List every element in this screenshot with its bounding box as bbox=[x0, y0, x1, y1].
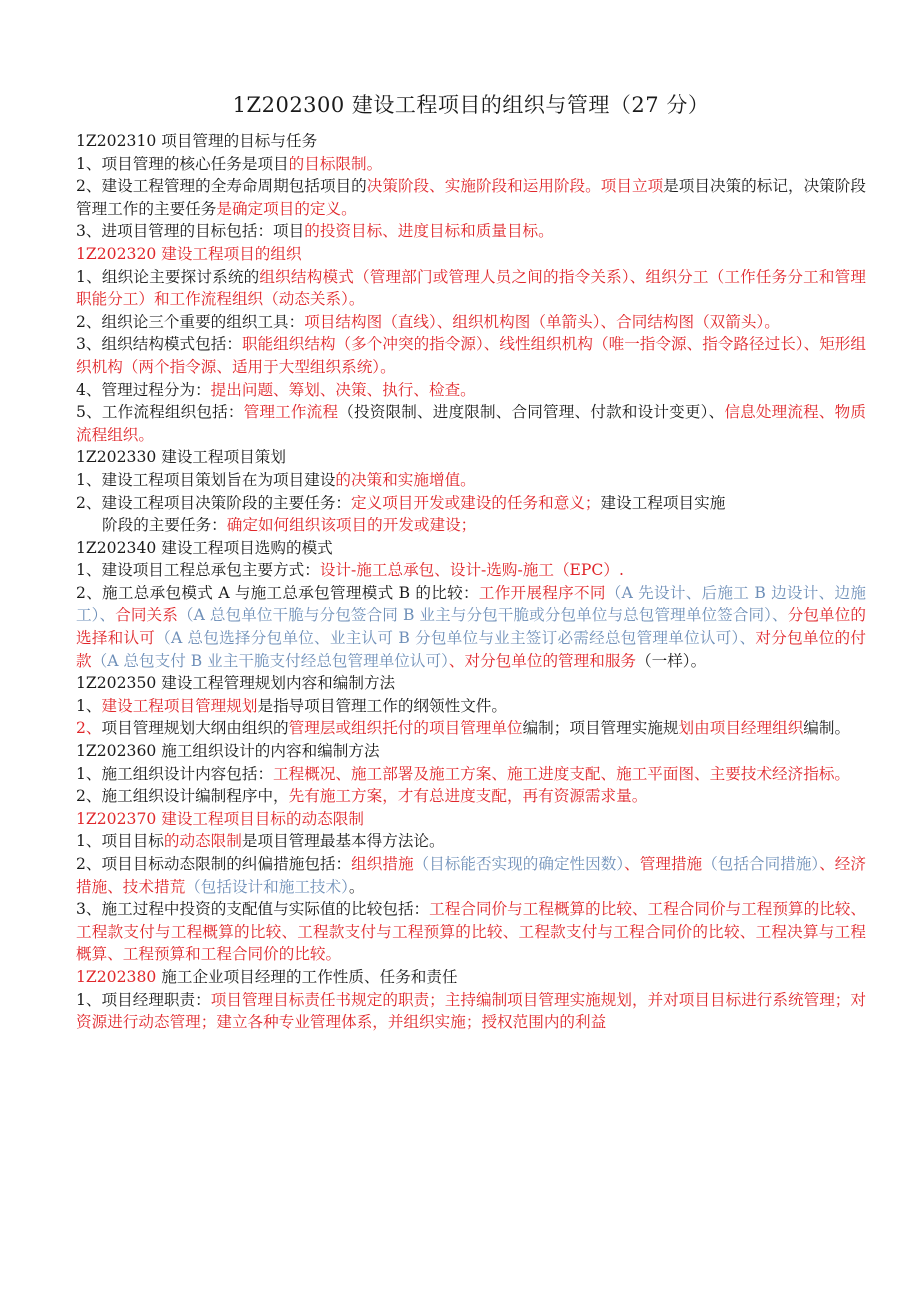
paragraph bbox=[76, 401, 866, 446]
text-segment: 职能组织结构（多个冲突的指令源）、线性组织机构（唯一指令源、指令路径过长）、矩形组织机构（两个指令源、适用于大型组织系统）。 bbox=[76, 335, 867, 376]
section-heading bbox=[76, 672, 866, 695]
text-segment: 编制。 bbox=[803, 719, 851, 738]
text-segment: 2、施工组织设计编制程序中， bbox=[76, 787, 289, 806]
text-segment: 2、 bbox=[76, 719, 102, 738]
text-segment: 组织结构模式（管理部门或管理人员之间的指令关系）、组织分工（工作任务分工和管理职能分工）和工作流程组织（动态关系）。 bbox=[76, 267, 867, 309]
paragraph bbox=[76, 559, 866, 582]
text-segment: 施工企业项目经理的工作性质、任务和责任 bbox=[156, 967, 458, 986]
text-segment: 、对分包单位的管理和服务 bbox=[448, 651, 637, 670]
text-segment: 1Z202380 bbox=[76, 967, 157, 986]
text-segment: （包括设计和施工技术） bbox=[185, 877, 349, 896]
document-title: 1Z202300 建设工程项目的组织与管理（27 分） bbox=[232, 93, 710, 117]
text-segment: 2、施工总承包模式 A 与施工总承包管理模式 B 的比较： bbox=[76, 583, 479, 602]
text-segment: （投资限制、进度限制、合同管理、付款和设计变更）、 bbox=[338, 403, 725, 422]
text-segment: 工程概况、施工部署及施工方案、施工进度支配、施工平面图、主要技术经济指标。 bbox=[273, 764, 851, 783]
section-heading bbox=[76, 740, 866, 763]
text-segment: （目标能否实现的确定性因数） bbox=[413, 855, 625, 873]
section-heading bbox=[76, 966, 866, 989]
text-segment: 项目管理规划大纲由组织的 bbox=[101, 719, 289, 738]
section-heading bbox=[76, 537, 866, 560]
document-body bbox=[76, 130, 866, 1034]
text-segment: 1Z202360 施工组织设计的内容和编制方法 bbox=[76, 742, 380, 761]
text-segment: 3、进项目管理的目标包括：项目 bbox=[76, 222, 305, 241]
text-segment: 、管理措施 bbox=[624, 855, 703, 873]
text-segment: 1、 bbox=[76, 696, 102, 715]
text-segment: 的目标限制。 bbox=[288, 154, 383, 173]
text-segment: 。 bbox=[348, 877, 365, 896]
text-segment: 1、施工组织设计内容包括： bbox=[76, 764, 274, 783]
text-segment: 1、项目经理职责： bbox=[76, 990, 211, 1009]
paragraph bbox=[76, 830, 866, 853]
text-segment: 工作开展程序不同 bbox=[478, 583, 606, 602]
text-segment: 是项目决策的标记，决策阶段管理工作的主要任务 bbox=[76, 177, 866, 218]
paragraph bbox=[76, 695, 866, 718]
text-segment: 定义项目开发或建设的任务和意义； bbox=[351, 493, 601, 512]
paragraph bbox=[76, 175, 866, 220]
text-segment: （包括合同措施） bbox=[702, 855, 820, 873]
paragraph bbox=[76, 514, 866, 537]
text-segment: 2、组织论三个重要的组织工具： bbox=[76, 312, 305, 331]
paragraph bbox=[76, 763, 866, 786]
text-segment: 的决策和实施增值。 bbox=[335, 470, 476, 489]
text-segment: （A 先设计、后施工 B 边设计、边施工）、 bbox=[76, 583, 866, 625]
document-page bbox=[76, 90, 866, 1034]
text-segment: 项目管理目标责任书规定的职责；主持编制项目管理实施规划，并对项目目标进行系统管理；对资源进行动态管理；建立各种专业管理体系，并组织实施；授权范围内的利益 bbox=[76, 990, 866, 1032]
paragraph bbox=[76, 785, 866, 808]
text-segment: 的投资目标、进度目标和质量目标。 bbox=[304, 222, 554, 241]
paragraph bbox=[76, 853, 866, 898]
text-segment: 5、工作流程组织包括： bbox=[76, 403, 244, 422]
paragraph bbox=[76, 311, 866, 334]
text-segment: 的动态限制 bbox=[163, 832, 242, 851]
text-segment: 1Z202370 建设工程项目目标的动态限制 bbox=[76, 809, 364, 828]
text-segment: 设计-施工总承包、设计-选购-施工（EPC）. bbox=[319, 561, 624, 580]
text-segment: 3、施工过程中投资的支配值与实际值的比较包括： bbox=[76, 900, 430, 919]
text-segment: 组织措施 bbox=[351, 855, 414, 873]
section-heading bbox=[76, 446, 866, 469]
text-segment: 1、项目管理的核心任务是项目 bbox=[76, 154, 289, 173]
text-segment: 1、建设工程项目策划旨在为项目建设 bbox=[76, 470, 336, 489]
text-segment: 4、管理过程分为： bbox=[76, 380, 211, 399]
text-segment: 确定如何组织该项目的开发或建设； bbox=[226, 516, 477, 535]
text-segment: 1、组织论主要探讨系统的 bbox=[76, 267, 260, 286]
text-segment: 3、组织结构模式包括： bbox=[76, 335, 242, 354]
text-segment: （A 总包支付 B 业主干脆支付经总包管理单位认可） bbox=[91, 651, 449, 670]
paragraph bbox=[76, 582, 866, 672]
text-segment: 1Z202310 项目管理的目标与任务 bbox=[76, 132, 318, 150]
paragraph bbox=[76, 220, 866, 243]
paragraph bbox=[76, 379, 866, 402]
text-segment: 提出问题、筹划、决策、执行、检查。 bbox=[210, 380, 476, 399]
text-segment: （A 总包选择分包单位、业主认可 B 分包单位与业主签订必需经总包管理单位认可）、 bbox=[155, 629, 756, 648]
text-segment: 1、项目目标 bbox=[76, 832, 164, 851]
text-segment: （一样）。 bbox=[636, 651, 707, 670]
text-segment: 阶段的主要任务： bbox=[102, 516, 227, 535]
paragraph bbox=[76, 469, 866, 492]
text-segment: 1Z202320 建设工程项目的组织 bbox=[76, 244, 302, 263]
text-segment: 是指导项目管理工作的纲领性文件。 bbox=[257, 696, 507, 715]
text-segment: 2、项目目标动态限制的纠偏措施包括： bbox=[76, 855, 352, 873]
text-segment: 建设工程项目管理规划 bbox=[101, 696, 258, 715]
paragraph bbox=[76, 492, 866, 515]
section-heading bbox=[76, 243, 866, 266]
paragraph bbox=[76, 333, 866, 378]
paragraph bbox=[76, 153, 866, 176]
text-segment: 管理工作流程 bbox=[243, 403, 339, 422]
text-segment: 项目立项 bbox=[600, 177, 664, 196]
text-segment: 信息处理流程、物质流程组织。 bbox=[76, 403, 866, 444]
section-heading bbox=[76, 130, 866, 153]
text-segment: 对分包单位的付款 bbox=[76, 629, 866, 670]
text-segment: （A 总包单位干脆与分包签合同 B 业主与分包干脆或分包单位与总包管理单位签合同）、 bbox=[177, 606, 788, 625]
text-segment: 项目结构图（直线）、组织机构图（单箭头）、合同结构图（双箭头）。 bbox=[304, 312, 780, 331]
paragraph bbox=[76, 898, 866, 966]
paragraph bbox=[76, 266, 866, 311]
text-segment: 、经济措施、技术措荒 bbox=[76, 855, 866, 896]
text-segment: 2、建设工程项目决策阶段的主要任务： bbox=[76, 493, 352, 512]
text-segment: 是项目管理最基本得方法论。 bbox=[241, 832, 445, 851]
text-segment: 是确定项目的定义。 bbox=[216, 199, 357, 218]
text-segment: 合同关系 bbox=[115, 606, 178, 625]
text-segment: 决策阶段、实施阶段和运用阶段。 bbox=[366, 177, 601, 196]
text-segment: 先有施工方案，才有总进度支配，再有资源需求量。 bbox=[288, 787, 648, 806]
text-segment: 1Z202350 建设工程管理规划内容和编制方法 bbox=[76, 674, 396, 693]
paragraph bbox=[76, 989, 866, 1034]
text-segment: 编制；项目管理实施规 bbox=[522, 719, 679, 738]
section-heading bbox=[76, 808, 866, 831]
text-segment: 1Z202340 建设工程项目选购的模式 bbox=[76, 538, 333, 557]
text-segment: 工程合同价与工程概算的比较、工程合同价与工程预算的比较、工程款支付与工程概算的比较、工程款支付与工程预算的比较、工程款支付与工程合同价的比较、工程决算与工程概算、工程预算和工程合同价的比较。 bbox=[76, 900, 866, 964]
paragraph bbox=[76, 717, 866, 740]
text-segment: 1、建设项目工程总承包主要方式： bbox=[76, 561, 320, 580]
text-segment: 1Z202330 建设工程项目策划 bbox=[76, 448, 286, 467]
text-segment: 分包单位的选择和认可 bbox=[76, 606, 866, 648]
text-segment: 管理层或组织托付的项目管理单位 bbox=[288, 719, 523, 738]
text-segment: 2、建设工程管理的全寿命周期包括项目的 bbox=[76, 177, 367, 196]
text-segment: 划由项目经理组织 bbox=[678, 719, 804, 738]
text-segment: 建设工程项目实施 bbox=[600, 493, 726, 512]
